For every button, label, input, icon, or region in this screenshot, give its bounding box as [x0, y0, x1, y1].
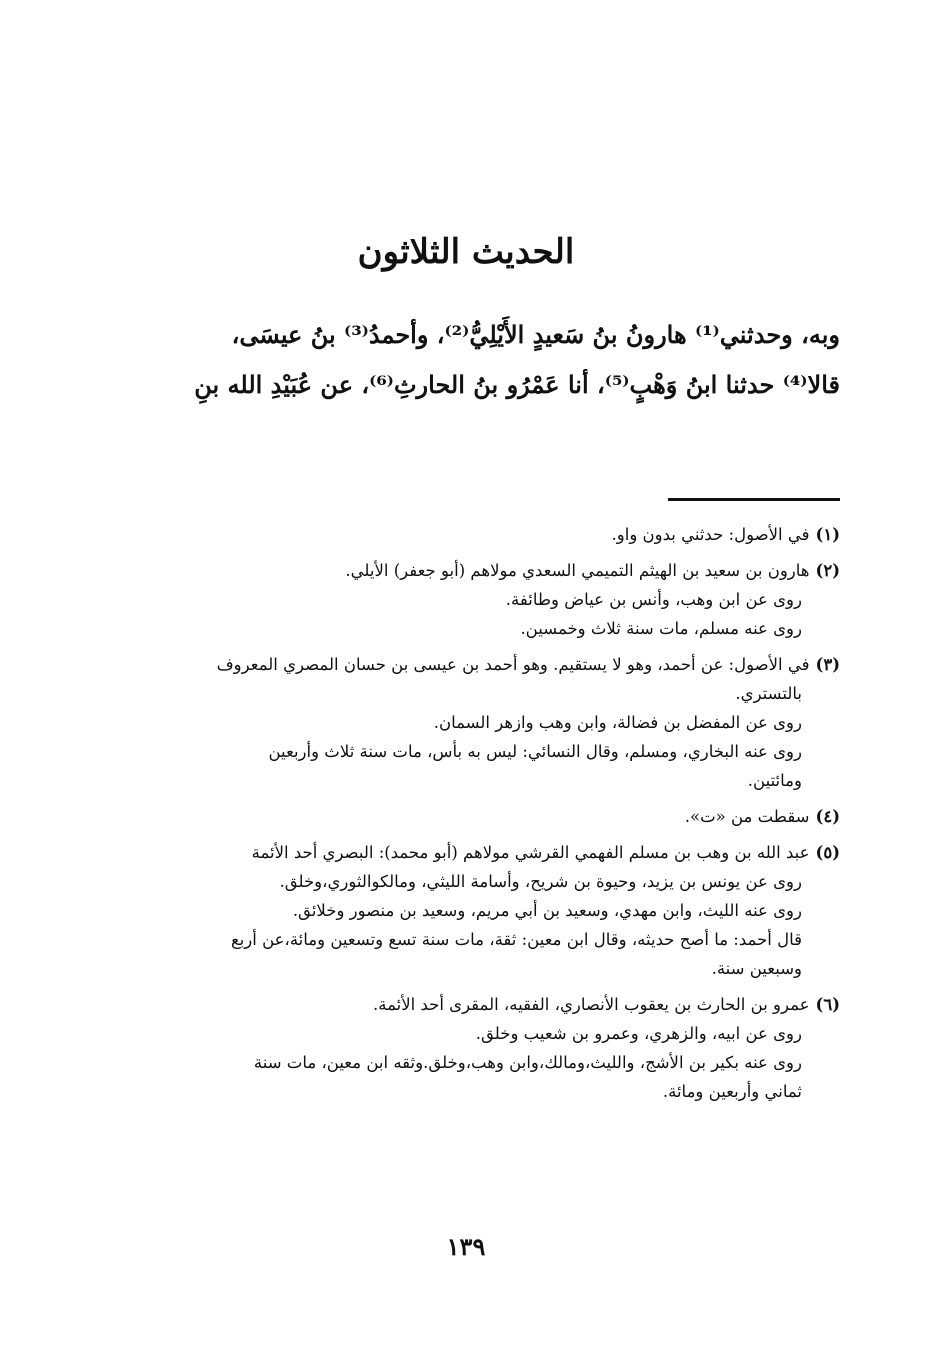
footnote-number: (٦) — [815, 995, 840, 1014]
footnote-number: (٤) — [815, 807, 840, 826]
footnote-5 — [120, 838, 840, 983]
footnote-divider — [668, 498, 840, 501]
footnote-text: عبد الله بن وهب بن مسلم الفهمي القرشي مولاهم (أبو محمد): البصري أحد الأئمة — [251, 843, 810, 862]
hadith-line-1: وبه، وحدثني⁽¹⁾ هارونُ بنُ سَعيدٍ الأَيْلِيُّ⁽²⁾، وأحمدُ⁽³⁾ بنُ عيسَى، — [231, 320, 840, 349]
footnote-6 — [120, 990, 840, 1106]
page-number: ١٣٩ — [446, 1232, 486, 1261]
footnote-number: (٢) — [815, 561, 840, 580]
footnote-3 — [120, 650, 840, 795]
footnote-text: روى عن ابن وهب، وأنس بن عياض وطائفة. — [505, 590, 802, 609]
footnote-text: روى عن يونس بن يزيد، وحيوة بن شريح، وأسامة الليثي، ومالكوالثوري،وخلق. — [279, 872, 802, 891]
footnote-text: عمرو بن الحارث بن يعقوب الأنصاري، الفقيه، المقرى أحد الأئمة. — [373, 995, 810, 1014]
footnote-2 — [120, 556, 840, 643]
footnote-4 — [120, 802, 840, 831]
footnote-text: روى عن ابيه، والزهري، وعمرو بن شعيب وخلق. — [475, 1024, 802, 1043]
footnote-text: بالتستري. — [735, 684, 802, 703]
hadith-title: الحديث الثلاثون — [357, 232, 575, 272]
footnote-text: روى عنه بكير بن الأشج، والليث،ومالك،وابن وهب،وخلق.وثقه ابن معين، مات سنة — [253, 1053, 802, 1072]
footnote-text: هارون بن سعيد بن الهيثم التميمي السعدي مولاهم (أبو جعفر) الأيلي. — [345, 561, 810, 580]
footnote-text: في الأصول: حدثني بدون واو. — [611, 525, 810, 544]
footnote-text: في الأصول: عن أحمد، وهو لا يستقيم. وهو أحمد بن عيسى بن حسان المصري المعروف — [216, 655, 810, 674]
footnote-text: ثماني وأربعين ومائة. — [662, 1082, 802, 1101]
footnote-text: ومائتين. — [747, 771, 802, 790]
footnote-text: قال أحمد: ما أصح حديثه، وقال ابن معين: ثقة، مات سنة تسع وتسعين ومائة،عن أربع — [230, 930, 802, 949]
footnote-number: (٥) — [815, 843, 840, 862]
footnote-text: روى عنه مسلم، مات سنة ثلاث وخمسين. — [520, 619, 802, 638]
footnotes — [120, 520, 840, 1113]
footnote-text: وسبعين سنة. — [711, 959, 802, 978]
footnote-number: (٣) — [815, 655, 840, 674]
footnote-1 — [120, 520, 840, 549]
footnote-text: روى عن المفضل بن فضالة، وابن وهب وازهر السمان. — [433, 713, 802, 732]
footnote-text: روى عنه الليث، وابن مهدي، وسعيد بن أبي مريم، وسعيد بن منصور وخلائق. — [292, 901, 802, 920]
footnote-text: روى عنه البخاري، ومسلم، وقال النسائي: ليس به بأس، مات سنة ثلاث وأربعين — [268, 742, 802, 761]
hadith-text — [80, 310, 840, 410]
footnote-number: (١) — [815, 525, 840, 544]
hadith-line-2: قالا⁽⁴⁾ حدثنا ابنُ وَهْبٍ⁽⁵⁾، أنا عَمْرُو بنُ الحارثِ⁽⁶⁾، عن عُبَيْدِ الله بنِ — [194, 370, 840, 399]
footnote-text: سقطت من «ت». — [684, 807, 810, 826]
